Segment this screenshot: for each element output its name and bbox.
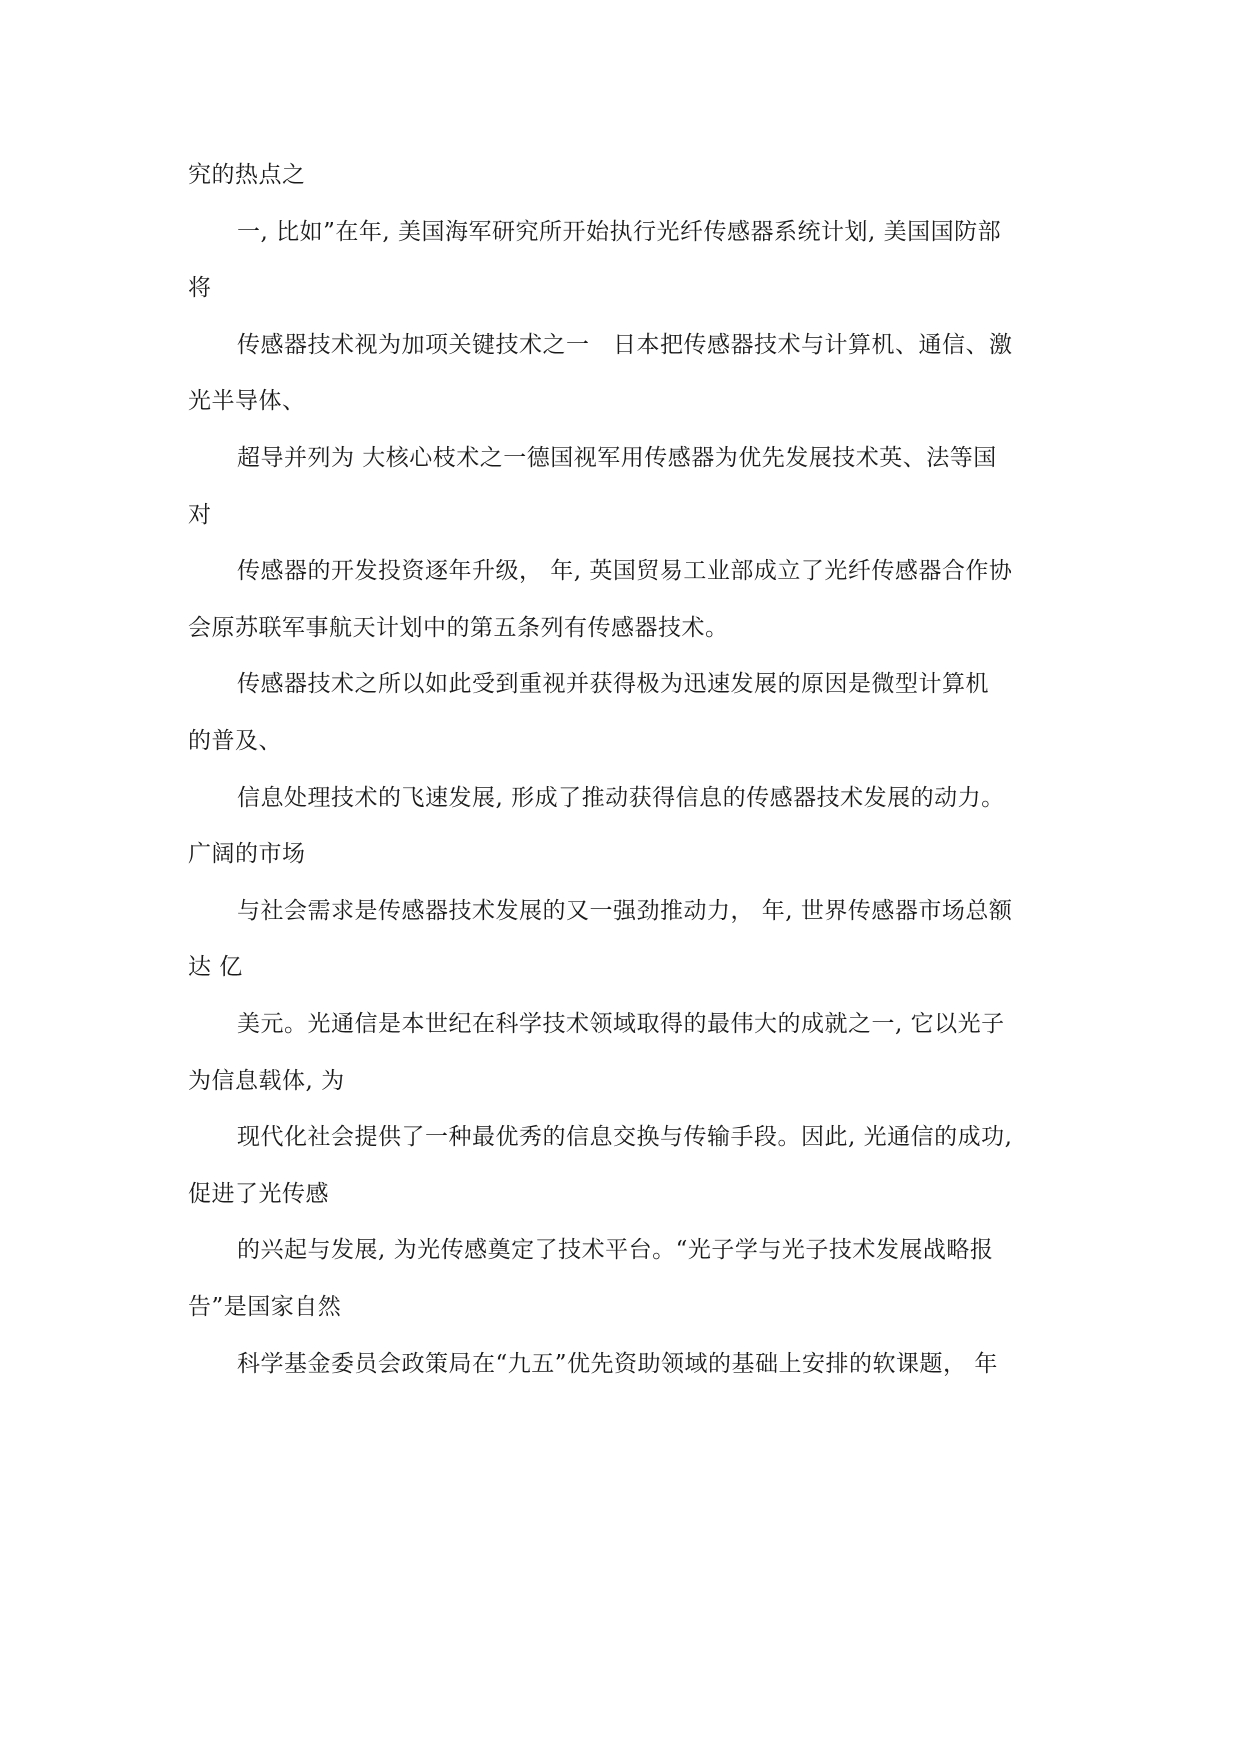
text-line: 一, 比如”在年, 美国海军研究所开始执行光纤传感器系统计划, 美国国防部 [237,219,1002,245]
text-line: 的兴起与发展, 为光传感奠定了技术平台。“光子学与光子技术发展战略报 [237,1237,994,1263]
text-line: 的普及、 [188,728,282,754]
text-line: 光半导体、 [188,388,306,414]
text-line: 信息处理技术的飞速发展, 形成了推动获得信息的传感器技术发展的动力。 [237,785,1005,811]
text-line: 传感器技术之所以如此受到重视并获得极为迅速发展的原因是微型计算机 [237,671,989,697]
text-line: 告”是国家自然 [188,1294,342,1320]
text-line: 科学基金委员会政策局在“九五”优先资助领域的基础上安排的软课题， 年 [237,1351,998,1377]
text-line: 与社会需求是传感器技术发展的又一强劲推动力， 年, 世界传感器市场总额 [237,898,1013,924]
text-line: 广阔的市场 [188,841,306,867]
text-line: 传感器的开发投资逐年升级， 年, 英国贸易工业部成立了光纤传感器合作协 [237,558,1013,584]
text-line: 为信息载体, 为 [188,1068,345,1094]
text-line: 将 [188,275,212,301]
text-line: 会原苏联军事航天计划中的第五条列有传感器技术。 [188,615,729,641]
text-line: 超导并列为 大核心枝术之一德国视军用传感器为优先发展技术英、法等国 [237,445,997,471]
text-line: 究的热点之 [188,162,306,188]
text-line: 达 亿 [188,954,243,980]
text-line: 促进了光传感 [188,1181,329,1207]
text-line: 传感器技术视为加项关键技术之一 日本把传感器技术与计算机、通信、激 [237,332,1013,358]
text-line: 现代化社会提供了一种最优秀的信息交换与传输手段。因此, 光通信的成功, [237,1124,1013,1150]
text-line: 美元。光通信是本世纪在科学技术领域取得的最伟大的成就之一, 它以光子 [237,1011,1005,1037]
text-line: 对 [188,502,212,528]
